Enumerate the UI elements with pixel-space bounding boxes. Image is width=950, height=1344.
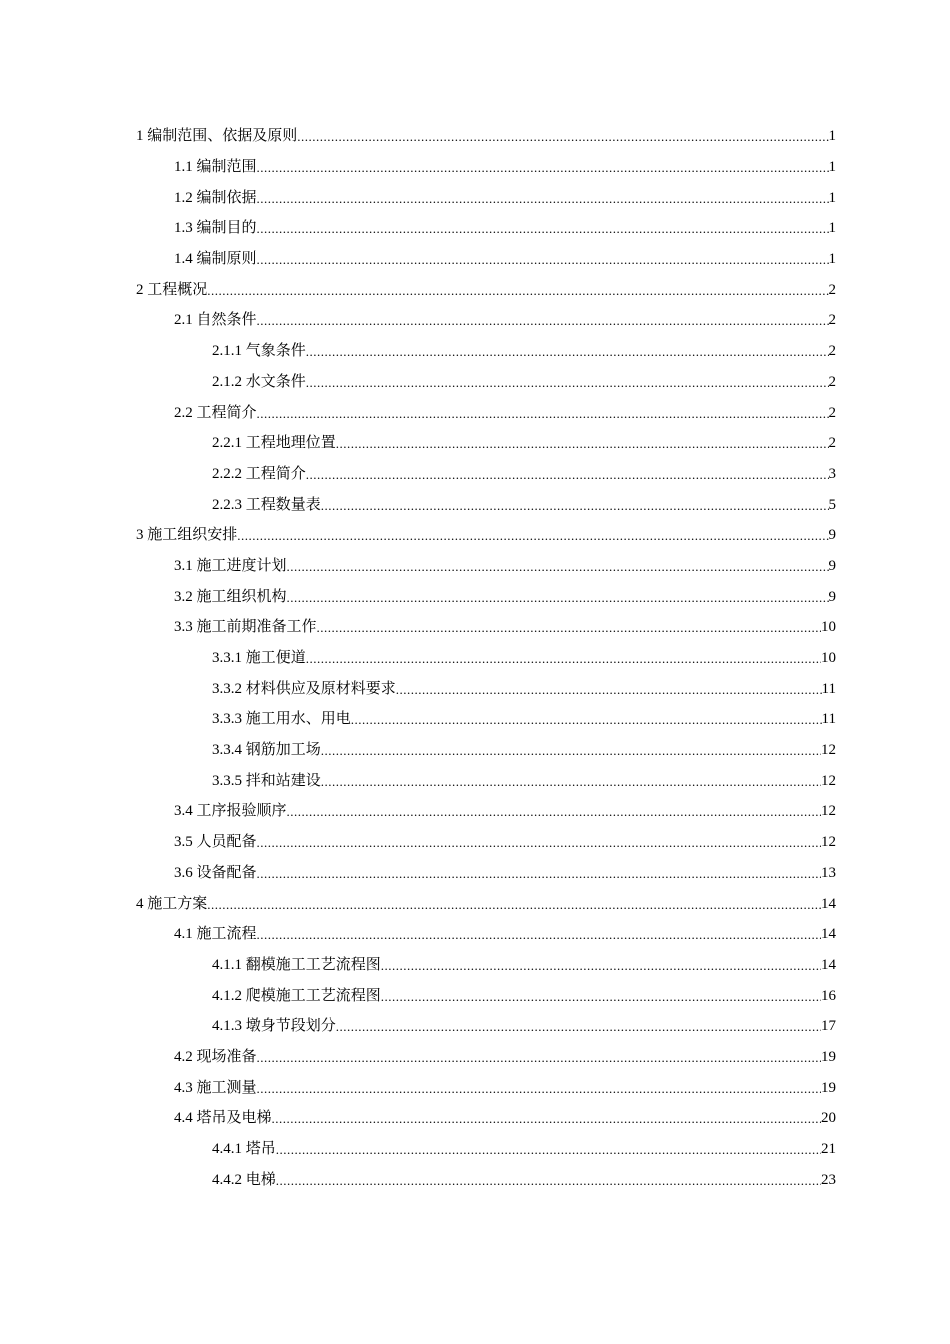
toc-entry-title: 3.3.1 施工便道 <box>212 650 306 667</box>
toc-dot-leader <box>237 526 828 544</box>
toc-dot-leader <box>257 1048 821 1066</box>
toc-entry[interactable] <box>0 428 950 459</box>
toc-dot-leader <box>276 1140 821 1158</box>
toc-entry-title: 3.3.2 材料供应及原材料要求 <box>212 680 396 697</box>
toc-entry[interactable] <box>0 1011 950 1042</box>
toc-entry-title: 2.2 工程简介 <box>174 404 257 421</box>
toc-entry-title: 3.6 设备配备 <box>174 864 257 881</box>
toc-entry-page-number: 9 <box>828 557 836 574</box>
toc-dot-leader <box>321 496 829 514</box>
toc-entry-page-number: 13 <box>821 864 836 881</box>
toc-entry-page-number: 10 <box>821 619 836 636</box>
toc-entry[interactable] <box>0 796 950 827</box>
toc-entry-title: 4 施工方案 <box>136 895 208 912</box>
toc-entry-title: 3.3.4 钢筋加工场 <box>212 742 321 759</box>
toc-dot-leader <box>351 710 822 728</box>
toc-entry[interactable] <box>0 1042 950 1073</box>
toc-dot-leader <box>336 434 829 452</box>
toc-entry[interactable] <box>0 367 950 398</box>
toc-dot-leader <box>306 342 829 360</box>
toc-entry-title: 2.2.2 工程简介 <box>212 465 306 482</box>
toc-entry-page-number: 20 <box>821 1110 836 1127</box>
toc-entry-title: 2.1 自然条件 <box>174 312 257 329</box>
toc-dot-leader <box>297 127 828 145</box>
toc-entry-title: 4.4.2 电梯 <box>212 1171 276 1188</box>
toc-entry-page-number: 2 <box>828 312 836 329</box>
toc-dot-leader <box>381 987 821 1005</box>
toc-entry[interactable] <box>0 581 950 612</box>
toc-entry-page-number: 2 <box>828 373 836 390</box>
toc-entry-title: 3.3.3 施工用水、用电 <box>212 711 351 728</box>
toc-entry-page-number: 19 <box>821 1079 836 1096</box>
toc-entry-page-number: 12 <box>821 803 836 820</box>
toc-entry[interactable] <box>0 305 950 336</box>
toc-entry-page-number: 1 <box>828 220 836 237</box>
toc-entry-page-number: 2 <box>828 281 836 298</box>
toc-dot-leader <box>396 680 822 698</box>
toc-dot-leader <box>336 1017 821 1035</box>
toc-entry-page-number: 14 <box>821 895 836 912</box>
toc-entry-page-number: 12 <box>821 742 836 759</box>
toc-entry[interactable] <box>0 765 950 796</box>
toc-entry-page-number: 19 <box>821 1048 836 1065</box>
toc-entry-page-number: 2 <box>828 404 836 421</box>
toc-entry-page-number: 16 <box>821 987 836 1004</box>
toc-entry[interactable] <box>0 121 950 152</box>
toc-entry-page-number: 1 <box>828 189 836 206</box>
toc-dot-leader <box>257 833 821 851</box>
toc-entry-title: 3.2 施工组织机构 <box>174 588 287 605</box>
toc-dot-leader <box>257 311 829 329</box>
toc-entry-title: 3 施工组织安排 <box>136 527 238 544</box>
toc-entry-page-number: 21 <box>821 1141 836 1158</box>
toc-entry-page-number: 17 <box>821 1018 836 1035</box>
toc-entry-page-number: 14 <box>821 926 836 943</box>
toc-entry[interactable] <box>0 888 950 919</box>
toc-dot-leader <box>257 404 829 422</box>
toc-entry-title: 4.2 现场准备 <box>174 1048 257 1065</box>
toc-entry-title: 3.5 人员配备 <box>174 834 257 851</box>
toc-dot-leader <box>381 956 821 974</box>
toc-entry-page-number: 5 <box>828 496 836 513</box>
toc-entry[interactable] <box>0 1103 950 1134</box>
toc-entry[interactable] <box>0 152 950 183</box>
toc-entry-page-number: 23 <box>821 1171 836 1188</box>
toc-entry-page-number: 9 <box>828 588 836 605</box>
toc-entry[interactable] <box>0 520 950 551</box>
toc-dot-leader <box>306 465 829 483</box>
toc-entry-page-number: 9 <box>828 527 836 544</box>
toc-dot-leader <box>257 864 821 882</box>
toc-entry[interactable] <box>0 244 950 275</box>
toc-dot-leader <box>207 281 828 299</box>
toc-dot-leader <box>257 1079 821 1097</box>
toc-entry[interactable] <box>0 827 950 858</box>
toc-entry-title: 3.3.5 拌和站建设 <box>212 772 321 789</box>
toc-entry[interactable] <box>0 919 950 950</box>
toc-entry-page-number: 12 <box>821 834 836 851</box>
toc-entry[interactable] <box>0 489 950 520</box>
toc-dot-leader <box>321 772 821 790</box>
toc-dot-leader <box>257 250 829 268</box>
toc-entry-title: 3.3 施工前期准备工作 <box>174 619 317 636</box>
toc-dot-leader <box>207 895 821 913</box>
toc-entry[interactable] <box>0 274 950 305</box>
toc-entry-title: 1 编制范围、依据及原则 <box>136 128 298 145</box>
toc-entry[interactable] <box>0 643 950 674</box>
toc-dot-leader <box>257 158 829 176</box>
toc-entry-title: 4.4 塔吊及电梯 <box>174 1110 272 1127</box>
toc-entry-page-number: 12 <box>821 772 836 789</box>
toc-entry-page-number: 2 <box>828 435 836 452</box>
toc-entry-page-number: 1 <box>828 128 836 145</box>
toc-dot-leader <box>276 1171 821 1189</box>
toc-dot-leader <box>306 373 829 391</box>
toc-entry-title: 2 工程概况 <box>136 281 208 298</box>
toc-entry-page-number: 3 <box>828 465 836 482</box>
toc-dot-leader <box>272 1109 821 1127</box>
toc-entry-title: 2.1.2 水文条件 <box>212 373 306 390</box>
toc-entry-title: 1.1 编制范围 <box>174 159 257 176</box>
toc-dot-leader <box>257 189 829 207</box>
toc-entry-page-number: 1 <box>828 251 836 268</box>
toc-entry[interactable] <box>0 950 950 981</box>
toc-entry-title: 4.1 施工流程 <box>174 926 257 943</box>
toc-entry[interactable] <box>0 551 950 582</box>
toc-dot-leader <box>287 557 829 575</box>
toc-entry-title: 1.3 编制目的 <box>174 220 257 237</box>
toc-entry-title: 4.1.1 翻模施工工艺流程图 <box>212 956 381 973</box>
toc-dot-leader <box>306 649 821 667</box>
toc-entry[interactable] <box>0 1134 950 1165</box>
toc-entry-title: 2.2.1 工程地理位置 <box>212 435 336 452</box>
toc-entry[interactable] <box>0 397 950 428</box>
toc-entry[interactable] <box>0 1164 950 1195</box>
toc-entry-title: 4.3 施工测量 <box>174 1079 257 1096</box>
toc-dot-leader <box>287 588 829 606</box>
toc-entry-title: 4.1.2 爬模施工工艺流程图 <box>212 987 381 1004</box>
toc-dot-leader <box>287 802 821 820</box>
toc-entry[interactable] <box>0 459 950 490</box>
toc-entry-title: 2.2.3 工程数量表 <box>212 496 321 513</box>
toc-entry[interactable] <box>0 612 950 643</box>
toc-entry-page-number: 2 <box>828 343 836 360</box>
toc-entry-page-number: 1 <box>828 159 836 176</box>
toc-entry-title: 3.4 工序报验顺序 <box>174 803 287 820</box>
toc-entry[interactable] <box>0 858 950 889</box>
toc-entry-page-number: 11 <box>821 711 836 728</box>
toc-entry[interactable] <box>0 704 950 735</box>
toc-entry-title: 1.4 编制原则 <box>174 251 257 268</box>
toc-entry[interactable] <box>0 735 950 766</box>
toc-entry[interactable] <box>0 336 950 367</box>
table-of-contents <box>0 121 950 1195</box>
toc-entry[interactable] <box>0 673 950 704</box>
toc-dot-leader <box>257 219 829 237</box>
toc-entry-page-number: 10 <box>821 650 836 667</box>
toc-entry-title: 2.1.1 气象条件 <box>212 343 306 360</box>
toc-entry-title: 3.1 施工进度计划 <box>174 557 287 574</box>
toc-dot-leader <box>317 618 821 636</box>
toc-entry-title: 1.2 编制依据 <box>174 189 257 206</box>
toc-entry[interactable] <box>0 182 950 213</box>
toc-entry[interactable] <box>0 213 950 244</box>
toc-dot-leader <box>321 741 821 759</box>
toc-entry-title: 4.1.3 墩身节段划分 <box>212 1018 336 1035</box>
toc-entry-title: 4.4.1 塔吊 <box>212 1141 276 1158</box>
toc-dot-leader <box>257 925 821 943</box>
toc-entry-page-number: 11 <box>821 680 836 697</box>
toc-entry[interactable] <box>0 1072 950 1103</box>
toc-entry[interactable] <box>0 980 950 1011</box>
toc-entry-page-number: 14 <box>821 956 836 973</box>
